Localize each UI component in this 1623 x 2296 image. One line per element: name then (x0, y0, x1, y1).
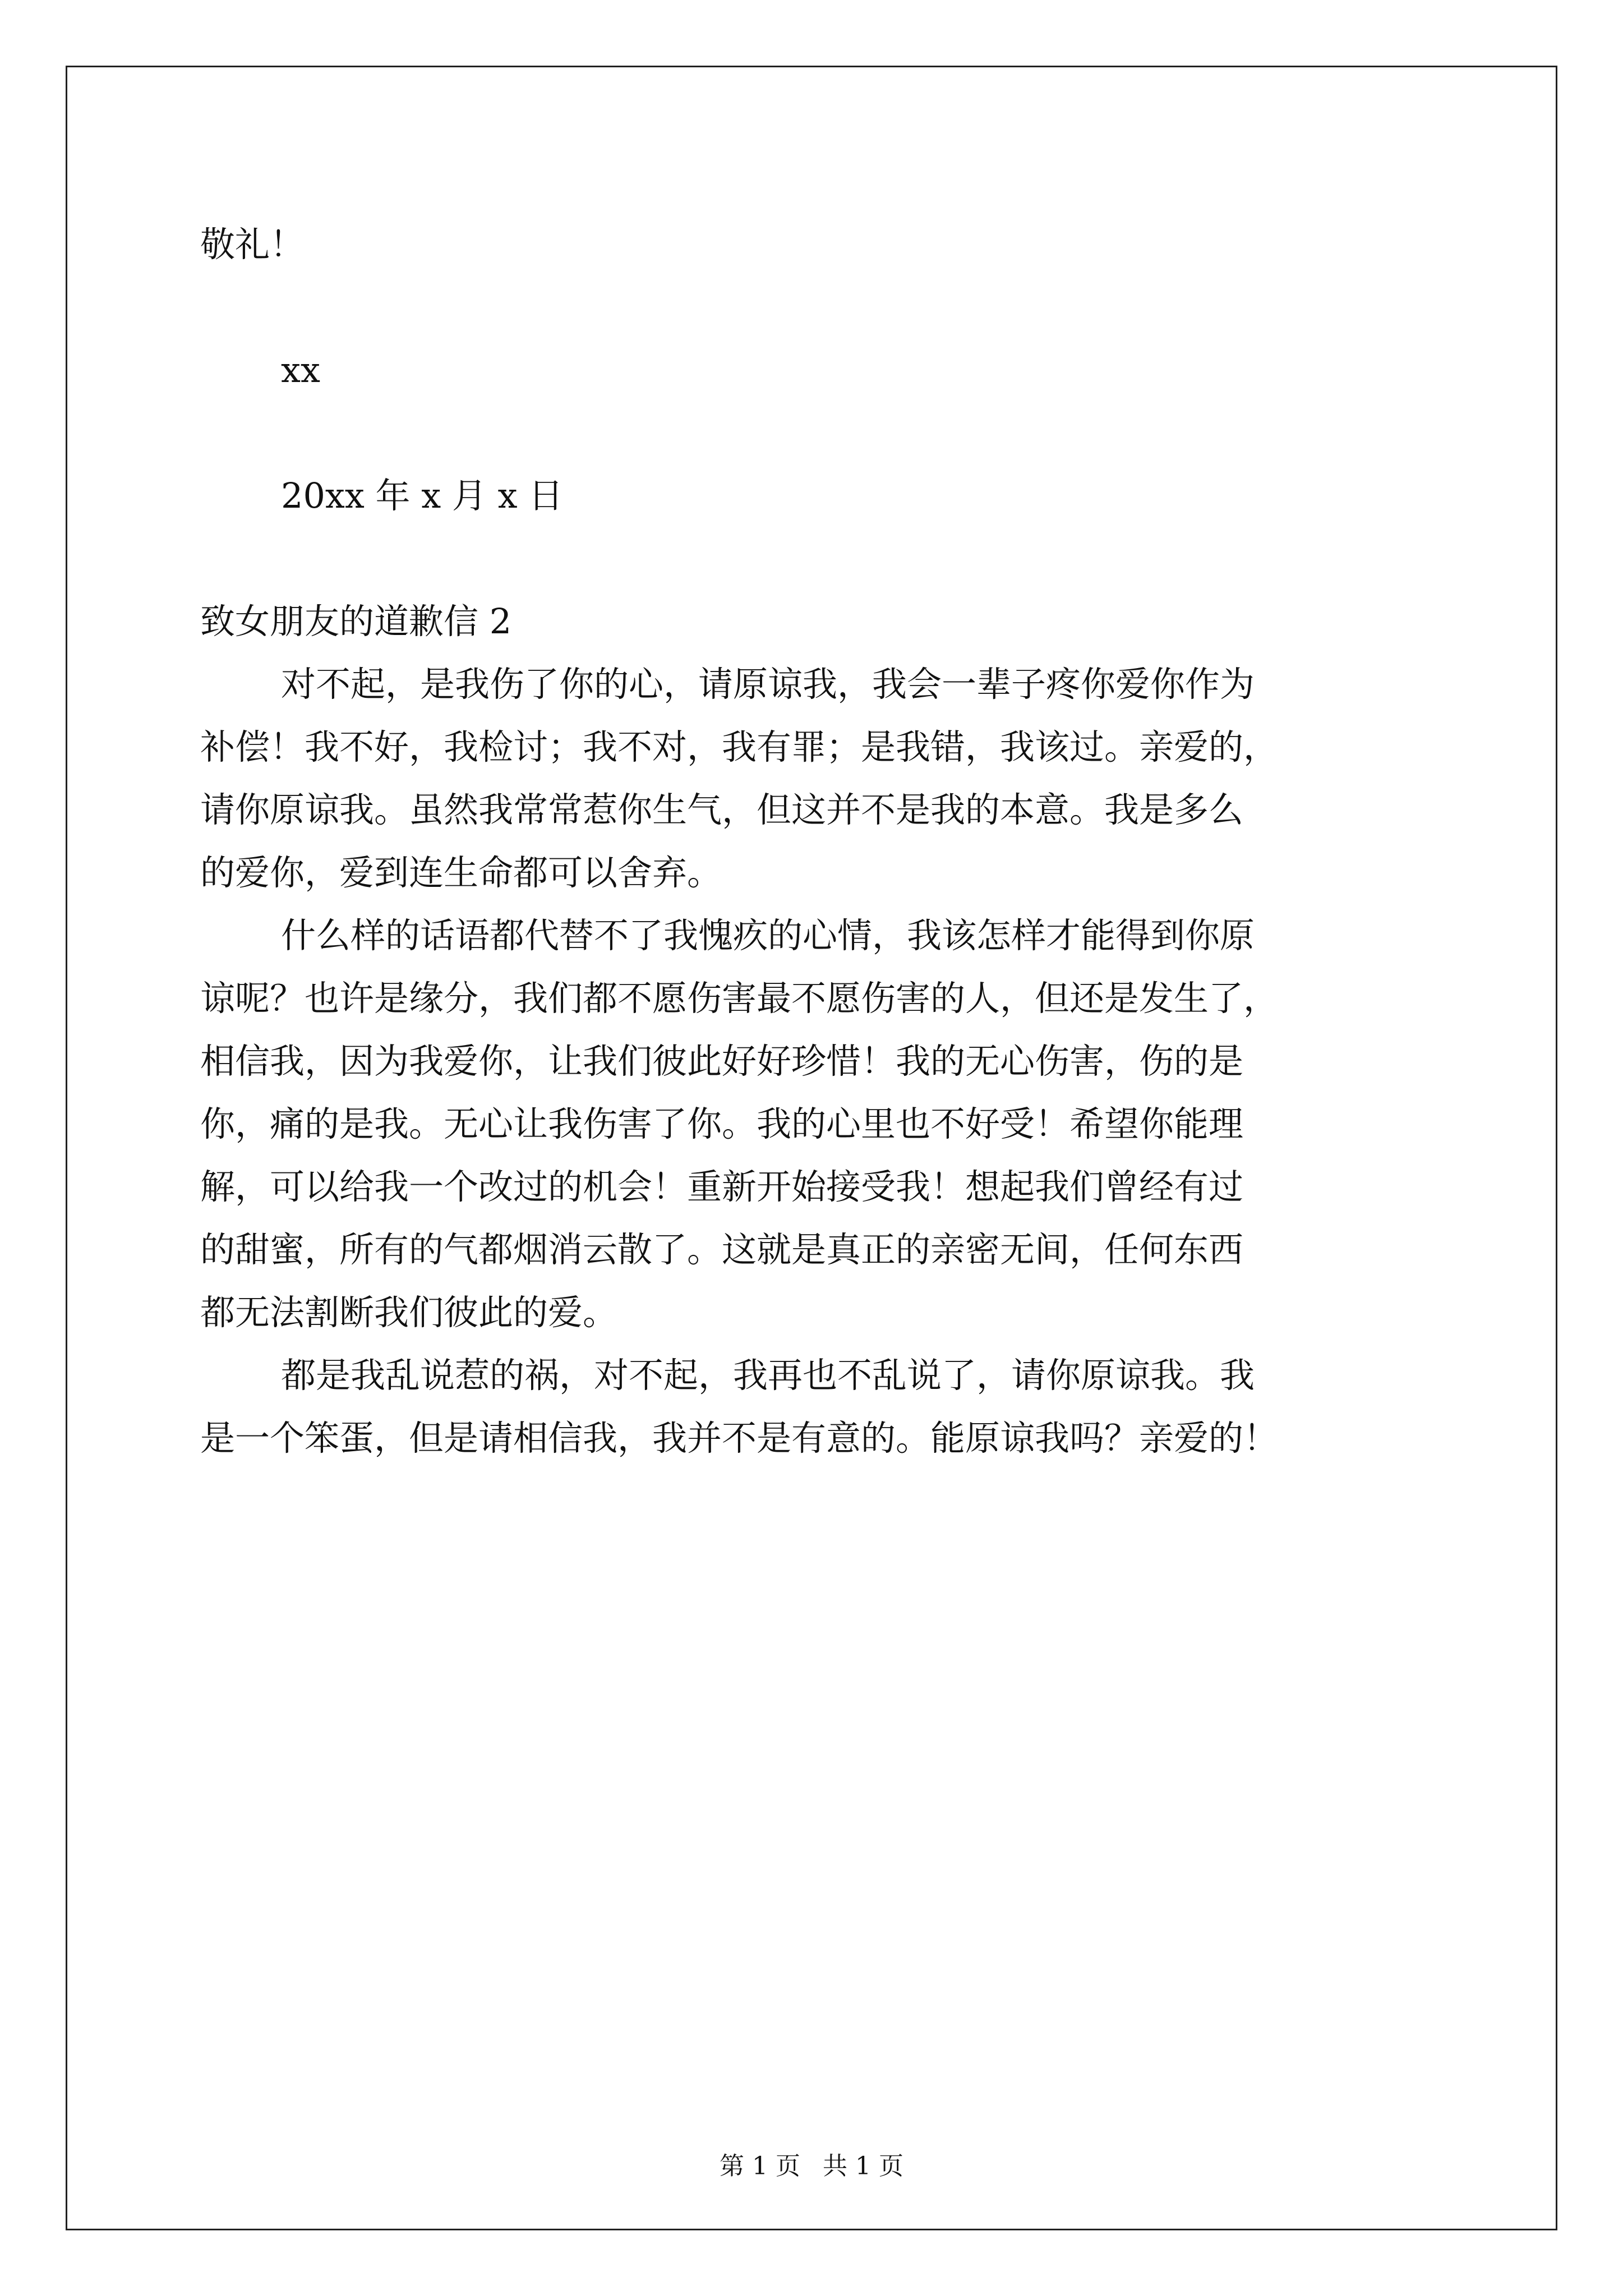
paragraph-2 (200, 904, 1423, 1344)
paragraph-line: 的爱你，爱到连生命都可以舍弃。 (200, 852, 722, 893)
paragraph-line: 对不起，是我伤了你的心，请原谅我，我会一辈子疼你爱你作为 (281, 664, 1255, 705)
paragraph-line: 你，痛的是我。无心让我伤害了你。我的心里也不好受！希望你能理 (200, 1103, 1244, 1144)
page-footer (0, 2150, 1623, 2183)
document-body (200, 213, 1423, 1470)
paragraph-line: 的甜蜜，所有的气都烟消云散了。这就是真正的亲密无间，任何东西 (200, 1229, 1244, 1270)
paragraph-line: 谅呢？也许是缘分，我们都不愿伤害最不愿伤害的人，但还是发生了， (200, 978, 1279, 1019)
paragraph-line: 解，可以给我一个改过的机会！重新开始接受我！想起我们曾经有过 (200, 1166, 1244, 1207)
section-title: 致女朋友的道歉信 2 (200, 601, 512, 642)
paragraph-line: 相信我，因为我爱你，让我们彼此好好珍惜！我的无心伤害，伤的是 (200, 1041, 1244, 1082)
paragraph-1 (200, 653, 1423, 904)
paragraph-line: 补偿！我不好，我检讨；我不对，我有罪；是我错，我该过。亲爱的， (200, 726, 1279, 767)
page-number: 第 1 页 (720, 2152, 800, 2180)
paragraph-line: 都是我乱说惹的祸，对不起，我再也不乱说了，请你原谅我。我 (281, 1355, 1255, 1396)
paragraph-line: 请你原谅我。虽然我常常惹你生气，但这并不是我的本意。我是多么 (200, 789, 1244, 830)
closing-salutation: 敬礼！ (200, 224, 305, 265)
paragraph-line: 是一个笨蛋，但是请相信我，我并不是有意的。能原谅我吗？亲爱的！ (200, 1418, 1279, 1458)
letter-date: 20xx 年 x 月 x 日 (281, 475, 564, 516)
signature: xx (281, 349, 320, 390)
paragraph-line: 什么样的话语都代替不了我愧疚的心情，我该怎样才能得到你原 (281, 915, 1255, 956)
paragraph-line: 都无法割断我们彼此的爱。 (200, 1292, 618, 1333)
paragraph-3 (200, 1344, 1423, 1470)
page-total: 共 1 页 (823, 2152, 903, 2180)
